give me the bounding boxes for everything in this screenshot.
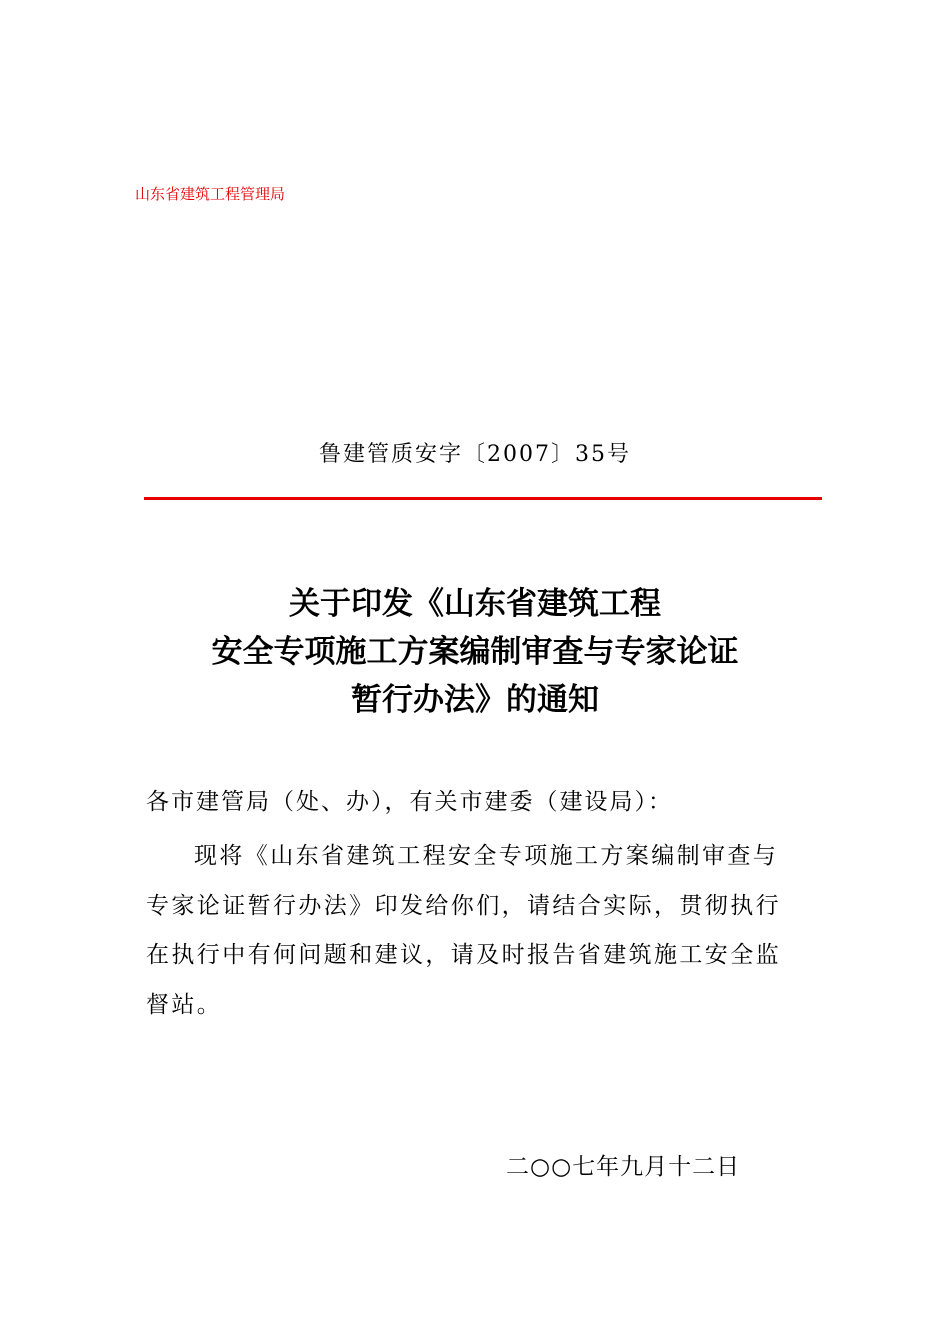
body-line-2: 专家论证暂行办法》印发给你们，请结合实际，贯彻执行 (146, 893, 781, 919)
document-number: 鲁建管质安字〔2007〕35号 (319, 442, 631, 467)
body-line-1: 现将《山东省建筑工程安全专项施工方案编制审查与 (194, 843, 779, 869)
title-line-3: 暂行办法》的通知 (351, 682, 599, 718)
title-line-2: 安全专项施工方案编制审查与专家论证 (211, 634, 739, 670)
body-line-3: 在执行中有何问题和建议，请及时报告省建筑施工安全监 (146, 942, 781, 968)
red-divider-line (144, 497, 822, 500)
issue-date: 二○○七年九月十二日 (506, 1154, 741, 1180)
title-line-1: 关于印发《山东省建筑工程 (289, 586, 661, 622)
body-line-4: 督站。 (146, 992, 223, 1018)
salutation: 各市建管局（处、办），有关市建委（建设局）： (146, 789, 673, 815)
document-title (0, 580, 950, 724)
issuing-organization: 山东省建筑工程管理局 (135, 185, 286, 203)
